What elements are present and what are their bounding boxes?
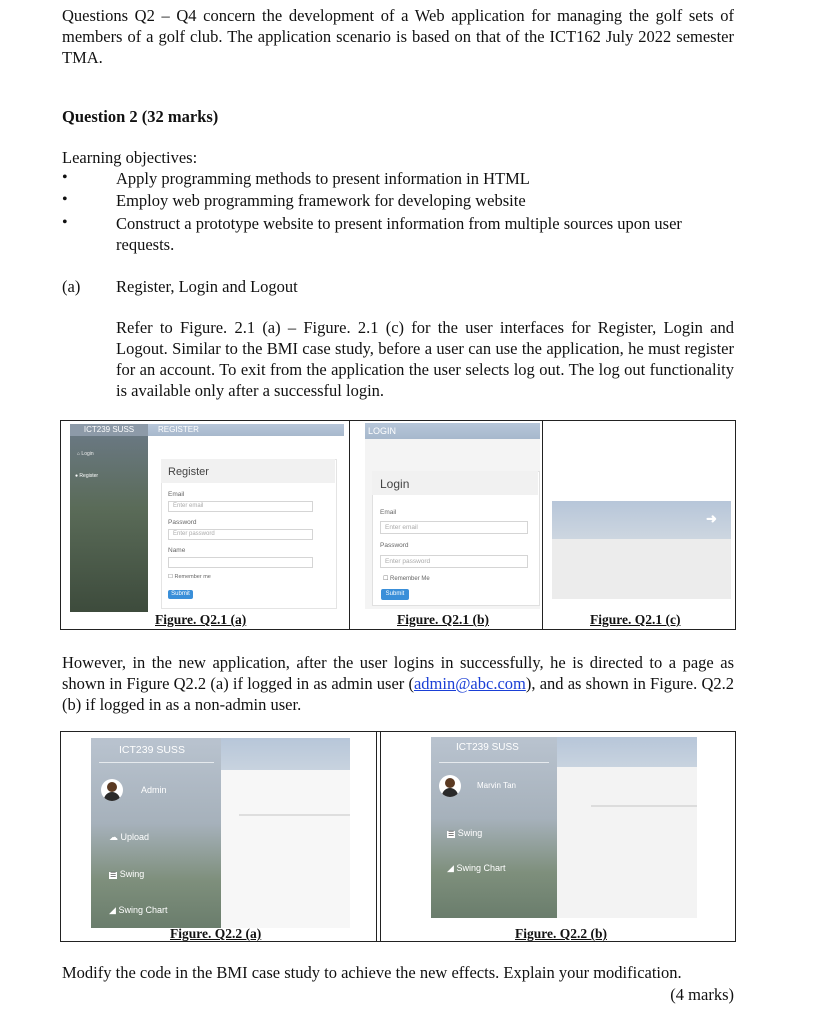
register-submit-button[interactable]: Submit [168,590,193,599]
part-a-label: (a) [62,277,81,296]
register-name-label: Name [168,547,186,554]
register-email-input[interactable]: Enter email [168,501,313,512]
login-header: LOGIN [365,423,540,439]
figure-q2-1 [60,420,736,630]
login-form-title: Login [380,477,410,491]
user-nav-chart[interactable]: ◢ Swing Chart [447,863,506,873]
login-password-input[interactable]: Enter password [380,555,528,568]
admin-user-name: Admin [141,785,167,795]
bullet-3: • [62,214,68,231]
admin-email-link[interactable]: admin@abc.com [413,674,526,693]
register-remember[interactable]: ☐ Remember me [168,574,211,580]
login-email-label: Email [380,509,397,516]
register-password-input[interactable]: Enter password [168,529,313,540]
home-icon: ⌂ [77,451,81,457]
user-name: Marvin Tan [477,781,516,790]
bullet-1: • [62,169,68,186]
logout-icon[interactable]: ➜ [706,511,717,526]
paragraph-2: However, in the new application, after the user logins in successfully, he is directed to a page as shown in Figure Q2.2 (a) if logged in as admin user (admin@abc.com), and as shown in Figure. Q2.2 (b) if logged in as a non-admin user. [62,653,734,714]
user-nav-swing[interactable]: ☰ Swing [448,828,483,838]
figure-q2-2a-caption: Figure. Q2.2 (a) [170,926,262,941]
admin-content [221,770,350,928]
chart-icon: ◢ [109,905,116,915]
figure-q2-1a-caption: Figure. Q2.1 (a) [155,612,247,627]
figure-q2-1b-caption: Figure. Q2.1 (b) [397,612,489,627]
marks: (4 marks) [670,985,734,1004]
chart-icon: ◢ [447,863,454,873]
objectives-heading: Learning objectives: [62,148,198,167]
user-avatar [439,775,461,797]
bullet-2: • [62,191,68,208]
user-content-line [591,805,697,807]
user-icon: ● [75,473,79,479]
login-email-input[interactable]: Enter email [380,521,528,534]
figure-q2-2 [60,731,736,942]
admin-avatar [101,779,123,801]
closing-instruction: Modify the code in the BMI case study to achieve the new effects. Explain your modification. [62,963,682,982]
divider [542,421,543,629]
figure-q2-1c-caption: Figure. Q2.1 (c) [590,612,681,627]
admin-nav-upload[interactable]: ☁ Upload [109,832,150,842]
register-password-label: Password [168,519,197,526]
objective-3: Construct a prototype website to present information from multiple sources upon user requests. [116,214,682,254]
admin-nav-swing[interactable]: ☰ Swing [110,869,145,879]
admin-content-line [239,814,350,816]
admin-nav-chart[interactable]: ◢ Swing Chart [109,905,168,915]
register-form-title: Register [168,466,209,478]
divider [349,421,350,629]
id-card-icon: ☰ [448,831,455,838]
figure-q2-2b-caption: Figure. Q2.2 (b) [515,926,607,941]
part-a-body: Refer to Figure. 2.1 (a) – Figure. 2.1 (c) for the user interfaces for Register, Login and Logout. Similar to the BMI case study, before a user can use the application, he must register for an account. To exit from the application the user selects log out. The log out functionality is available only after a successful login. [116,318,734,400]
admin-brand-divider [99,762,214,763]
question-title: Question 2 (32 marks) [62,107,219,126]
logout-header [552,501,731,539]
objective-1: Apply programming methods to present information in HTML [116,169,530,188]
intro-paragraph: Questions Q2 – Q4 concern the development of a Web application for managing the golf sets of members of a golf club. The application scenario is based on that of the ICT162 July 2022 semester TMA. [62,6,734,67]
logout-content [552,539,731,599]
register-nav-login[interactable]: ⌂ Login [77,451,94,457]
user-content [557,767,697,918]
user-brand-divider [439,762,549,763]
register-header: REGISTER [148,424,344,436]
divider [380,732,381,941]
register-brand: ICT239 SUSS [70,424,148,436]
register-nav-register[interactable]: ● Register [75,473,99,479]
admin-brand: ICT239 SUSS [119,744,185,756]
login-password-label: Password [380,542,409,549]
admin-header [221,738,350,770]
user-header [557,737,697,767]
upload-icon: ☁ [109,832,118,842]
user-brand: ICT239 SUSS [456,742,519,753]
id-card-icon: ☰ [110,872,117,879]
register-name-input[interactable] [168,557,313,568]
objective-2: Employ web programming framework for developing website [116,191,526,210]
register-email-label: Email [168,491,185,498]
login-remember[interactable]: ☐ Remember Me [383,576,430,582]
login-submit-button[interactable]: Submit [381,589,409,600]
divider [376,732,377,941]
part-a-title: Register, Login and Logout [116,277,298,296]
